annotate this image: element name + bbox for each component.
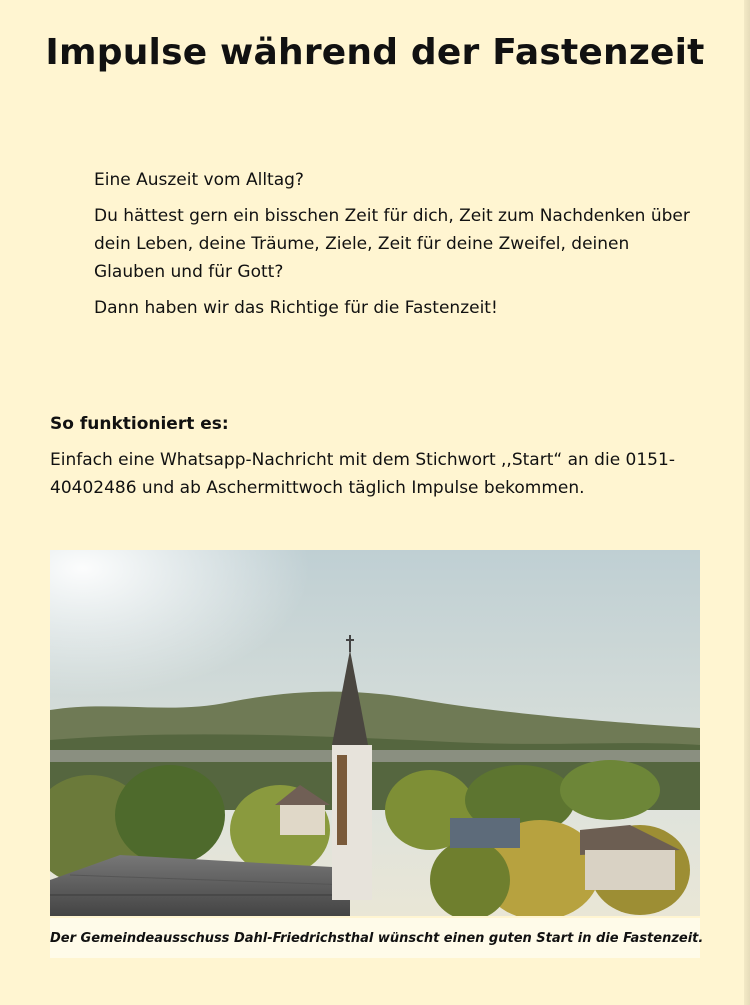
- photo-caption: Der Gemeindeausschuss Dahl-Friedrichsthal wünscht einen guten Start in die Fastenzeit.: [50, 918, 700, 958]
- intro-section: [94, 166, 704, 330]
- intro-text: Du hättest gern ein bisschen Zeit für dich, Zeit zum Nachdenken über dein Leben, deine Träume, Ziele, Zeit für deine Zweifel, deinen Glauben und für Gott?: [94, 206, 690, 282]
- how-it-works-text: Einfach eine Whatsapp-Nachricht mit dem Stichwort ,,Start“ an die 0151-40402486 und ab Aschermittwoch täglich Impulse bekommen.: [50, 450, 675, 498]
- page-title: Impulse während der Fastenzeit: [45, 32, 705, 73]
- intro-closing: Dann haben wir das Richtige für die Fastenzeit!: [94, 298, 498, 318]
- how-it-works-heading: So funktioniert es:: [50, 414, 229, 434]
- intro-question: Eine Auszeit vom Alltag?: [94, 170, 304, 190]
- page-edge: [744, 0, 750, 1005]
- photo-illustration: [50, 550, 700, 916]
- how-it-works-section: [50, 410, 710, 502]
- church-landscape-photo: [50, 550, 700, 916]
